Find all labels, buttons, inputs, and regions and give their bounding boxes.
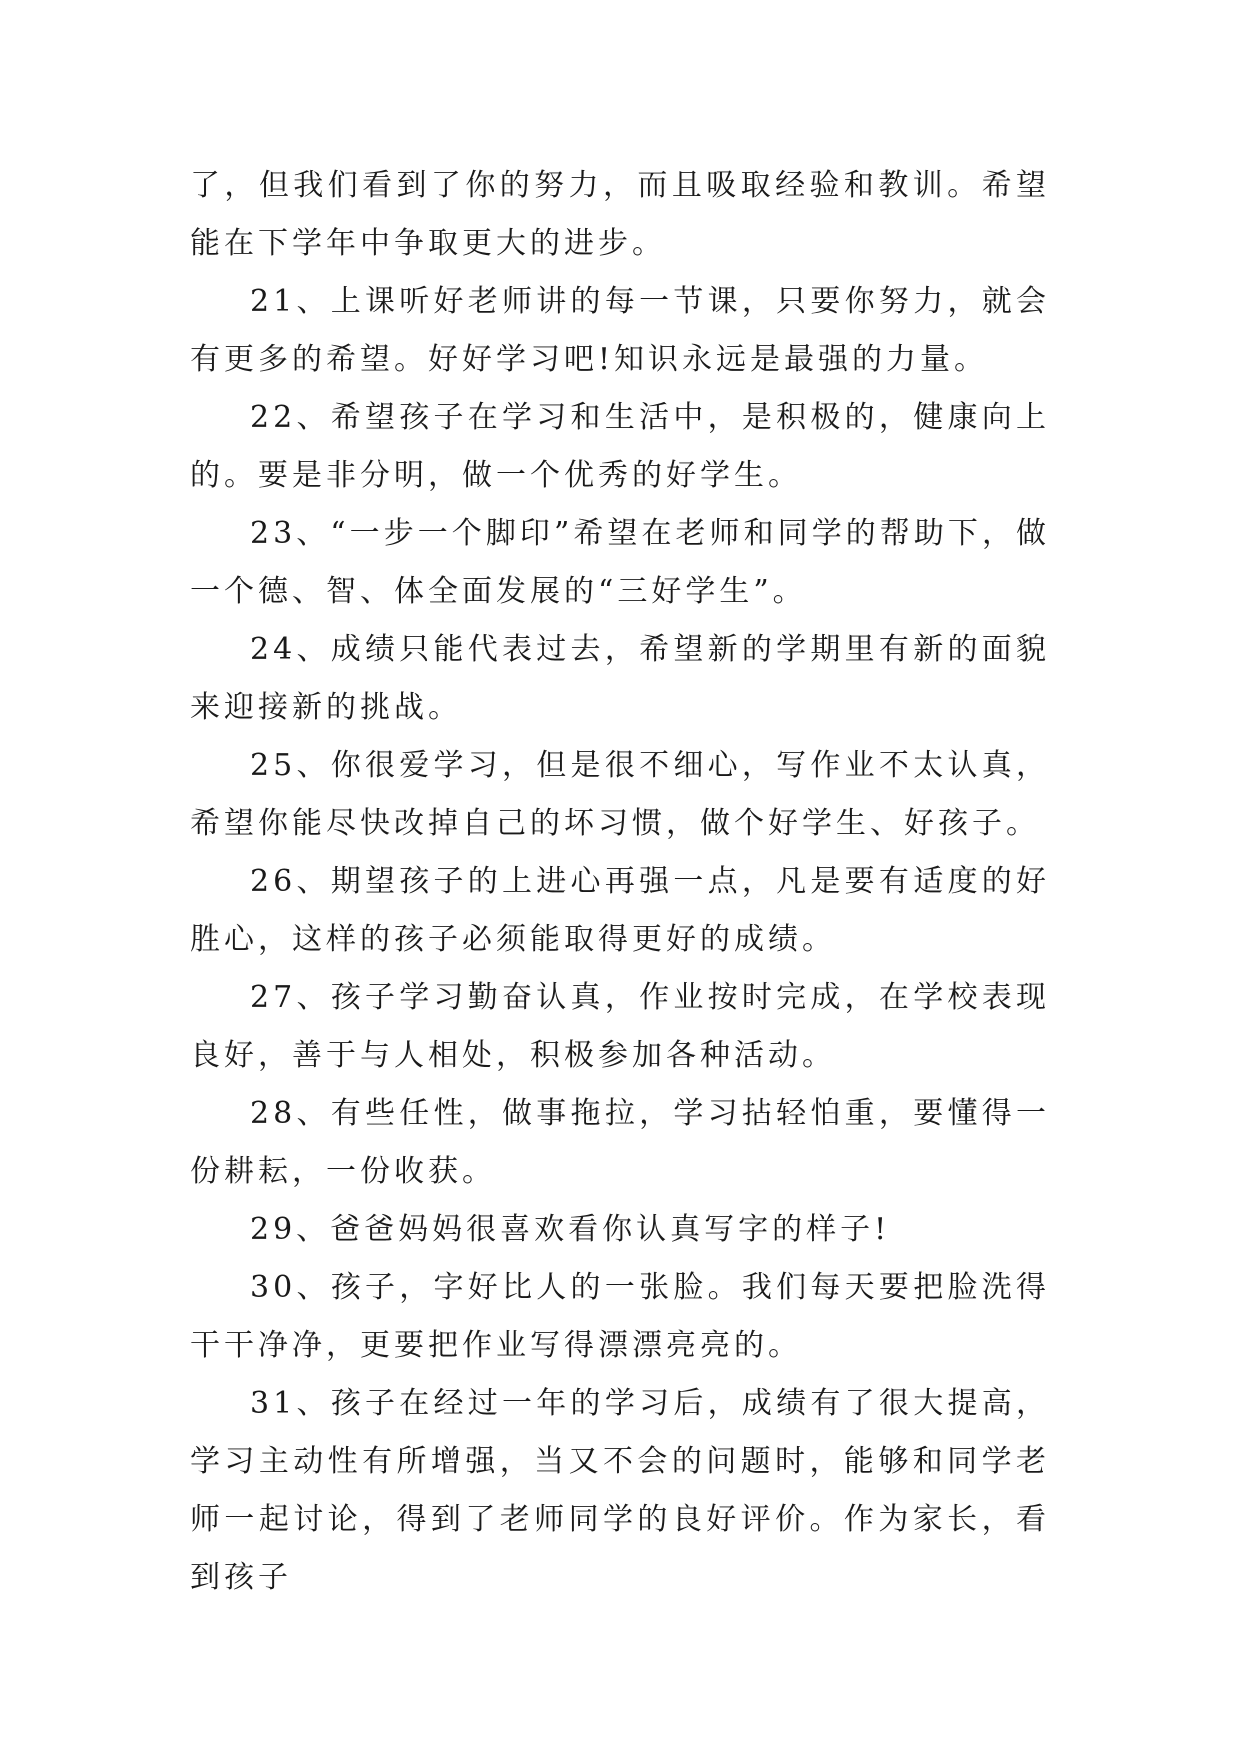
paragraph-continuation: 了，但我们看到了你的努力，而且吸取经验和教训。希望能在下学年中争取更大的进步。 (190, 168, 1050, 261)
paragraph-23: 23、“一步一个脚印”希望在老师和同学的帮助下，做一个德、智、体全面发展的“三好学生”。 (190, 516, 1050, 609)
paragraph-21: 21、上课听好老师讲的每一节课，只要你努力，就会有更多的希望。好好学习吧!知识永远是最强的力量。 (190, 284, 1050, 377)
paragraph-30: 30、孩子，字好比人的一张脸。我们每天要把脸洗得干干净净，更要把作业写得漂漂亮亮的。 (190, 1270, 1050, 1363)
paragraph-25: 25、你很爱学习，但是很不细心，写作业不太认真，希望你能尽快改掉自己的坏习惯，做个好学生、好孩子。 (190, 748, 1050, 841)
paragraph-26: 26、期望孩子的上进心再强一点，凡是要有适度的好胜心，这样的孩子必须能取得更好的成绩。 (190, 864, 1050, 957)
paragraph-24: 24、成绩只能代表过去，希望新的学期里有新的面貌来迎接新的挑战。 (190, 632, 1050, 725)
paragraph-22: 22、希望孩子在学习和生活中，是积极的，健康向上的。要是非分明，做一个优秀的好学生。 (190, 400, 1050, 493)
paragraph-31: 31、孩子在经过一年的学习后，成绩有了很大提高，学习主动性有所增强，当又不会的问题时，能够和同学老师一起讨论，得到了老师同学的良好评价。作为家长，看到孩子 (190, 1386, 1050, 1595)
paragraph-28: 28、有些任性，做事拖拉，学习拈轻怕重，要懂得一份耕耘，一份收获。 (190, 1096, 1050, 1189)
paragraph-29: 29、爸爸妈妈很喜欢看你认真写字的样子! (250, 1212, 891, 1247)
document-body (190, 157, 1050, 1607)
paragraph-27: 27、孩子学习勤奋认真，作业按时完成，在学校表现良好，善于与人相处，积极参加各种活动。 (190, 980, 1050, 1073)
